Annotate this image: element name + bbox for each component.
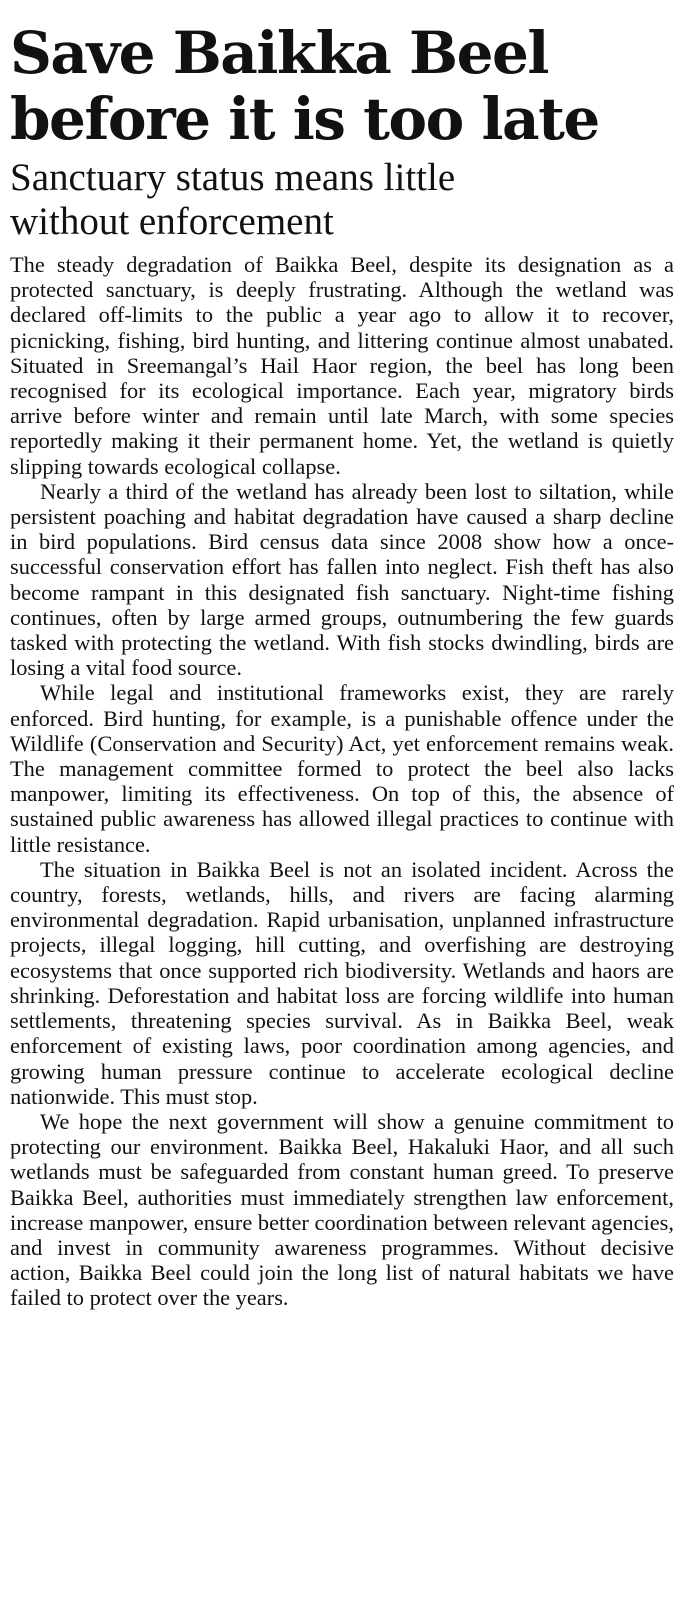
headline-line-2: before it is too late <box>10 85 599 153</box>
subheadline-line-2: without enforcement <box>10 200 334 243</box>
paragraph-3: While legal and institutional frameworks exist, they are rarely enforced. Bird hunting, for example, is a punishable offence under the Wildlife (Conservation and Security) Act, yet enforcement remains weak. The management committee formed to protect the beel also lacks manpower, limiting its effectiveness. On top of this, the absence of sustained public awareness has allowed illegal practices to continue with little resistance. <box>10 680 674 857</box>
paragraph-5: We hope the next government will show a genuine commitment to protecting our environment. Baikka Beel, Hakaluki Haor, and all such wetlands must be safeguarded from constant human greed. To preserve Baikka Beel, authorities must immediately strengthen law enforcement, increase manpower, ensure better coordination between relevant agencies, and invest in community awareness programmes. Without decisive action, Baikka Beel could join the long list of natural habitats we have failed to protect over the years. <box>10 1108 674 1311</box>
paragraph-4: The situation in Baikka Beel is not an isolated incident. Across the country, forests, wetlands, hills, and rivers are facing alarming environmental degradation. Rapid urbanisation, unplanned infrastructure projects, illegal logging, hill cutting, and overfishing are destroying ecosystems that once supported rich biodiversity. Wetlands and haors are shrinking. Deforestation and habitat loss are forcing wildlife into human settlements, threatening species survival. As in Baikka Beel, weak enforcement of existing laws, poor coordination among agencies, and growing human pressure continue to accelerate ecological decline nationwide. This must stop. <box>10 856 674 1109</box>
headline <box>10 20 674 152</box>
article <box>10 0 674 1311</box>
paragraph-1: The steady degradation of Baikka Beel, despite its designation as a protected sanctuary, is deeply frustrating. Although the wetland was declared off-limits to the public a year ago to allow it to recover, picnicking, fishing, bird hunting, and littering continue almost unabated. Situated in Sreemangal’s Hail Haor region, the beel has long been recognised for its ecological importance. Each year, migratory birds arrive before winter and remain until late March, with some species reportedly making it their permanent home. Yet, the wetland is quietly slipping towards ecological collapse. <box>10 252 674 479</box>
subheadline <box>10 156 674 244</box>
paragraph-2: Nearly a third of the wetland has already been lost to siltation, while persistent poaching and habitat degradation have caused a sharp decline in bird populations. Bird census data since 2008 show how a once-successful conservation effort has fallen into neglect. Fish theft has also become rampant in this designated fish sanctuary. Night-time fishing continues, often by large armed groups, outnumbering the few guards tasked with protecting the wetland. With fish stocks dwindling, birds are losing a vital food source. <box>10 478 674 681</box>
headline-line-1: Save Baikka Beel <box>10 19 548 87</box>
subheadline-line-1: Sanctuary status means little <box>10 156 456 199</box>
article-body <box>10 252 674 1311</box>
